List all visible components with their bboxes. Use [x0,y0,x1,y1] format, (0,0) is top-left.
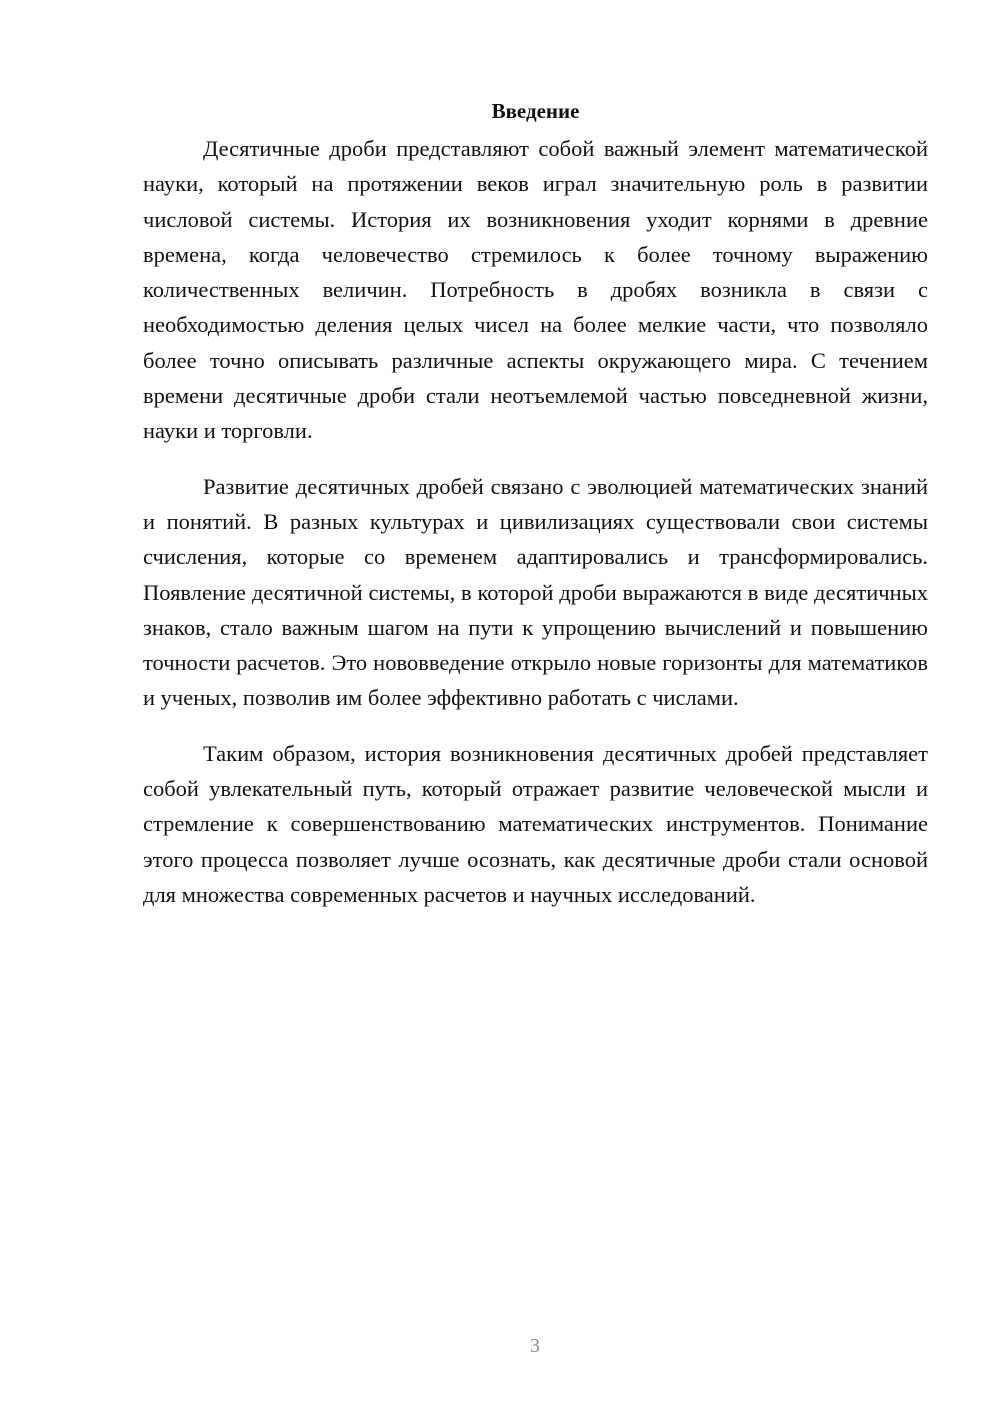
paragraph-3: Таким образом, история возникновения десятичных дробей представляет собой увлекательный путь, который отражает развитие человеческой мысли и стремление к совершенствованию математических инструментов. Понимание этого процесса позволяет лучше осознать, как десятичные дроби стали основой для множества современных расчетов и научных исследований. [143,740,928,907]
page-content [143,96,928,912]
section-title: Введение [491,99,580,123]
paragraph-1: Десятичные дроби представляют собой важный элемент математической науки, который на протяжении веков играл значительную роль в развитии числовой системы. История их возникновения уходит корнями в древние времена, когда человечество стремилось к более точному выражению количественных величин. Потребность в дробях возникла в связи с необходимостью деления целых чисел на более мелкие части, что позволяло более точно описывать различные аспекты окружающего мира. С течением времени десятичные дроби стали неотъемлемой частью повседневной жизни, науки и торговли. [143,136,928,444]
page-number: 3 [530,1335,540,1357]
paragraph-2: Развитие десятичных дробей связано с эволюцией математических знаний и понятий. В разных культурах и цивилизациях существовали свои системы счисления, которые со временем адаптировались и трансформировались. Появление десятичной системы, в которой дроби выражаются в виде десятичных знаков, стало важным шагом на пути к упрощению вычислений и повышению точности расчетов. Это нововведение открыло новые горизонты для математиков и ученых, позволив им более эффективно работать с числами. [143,473,928,711]
